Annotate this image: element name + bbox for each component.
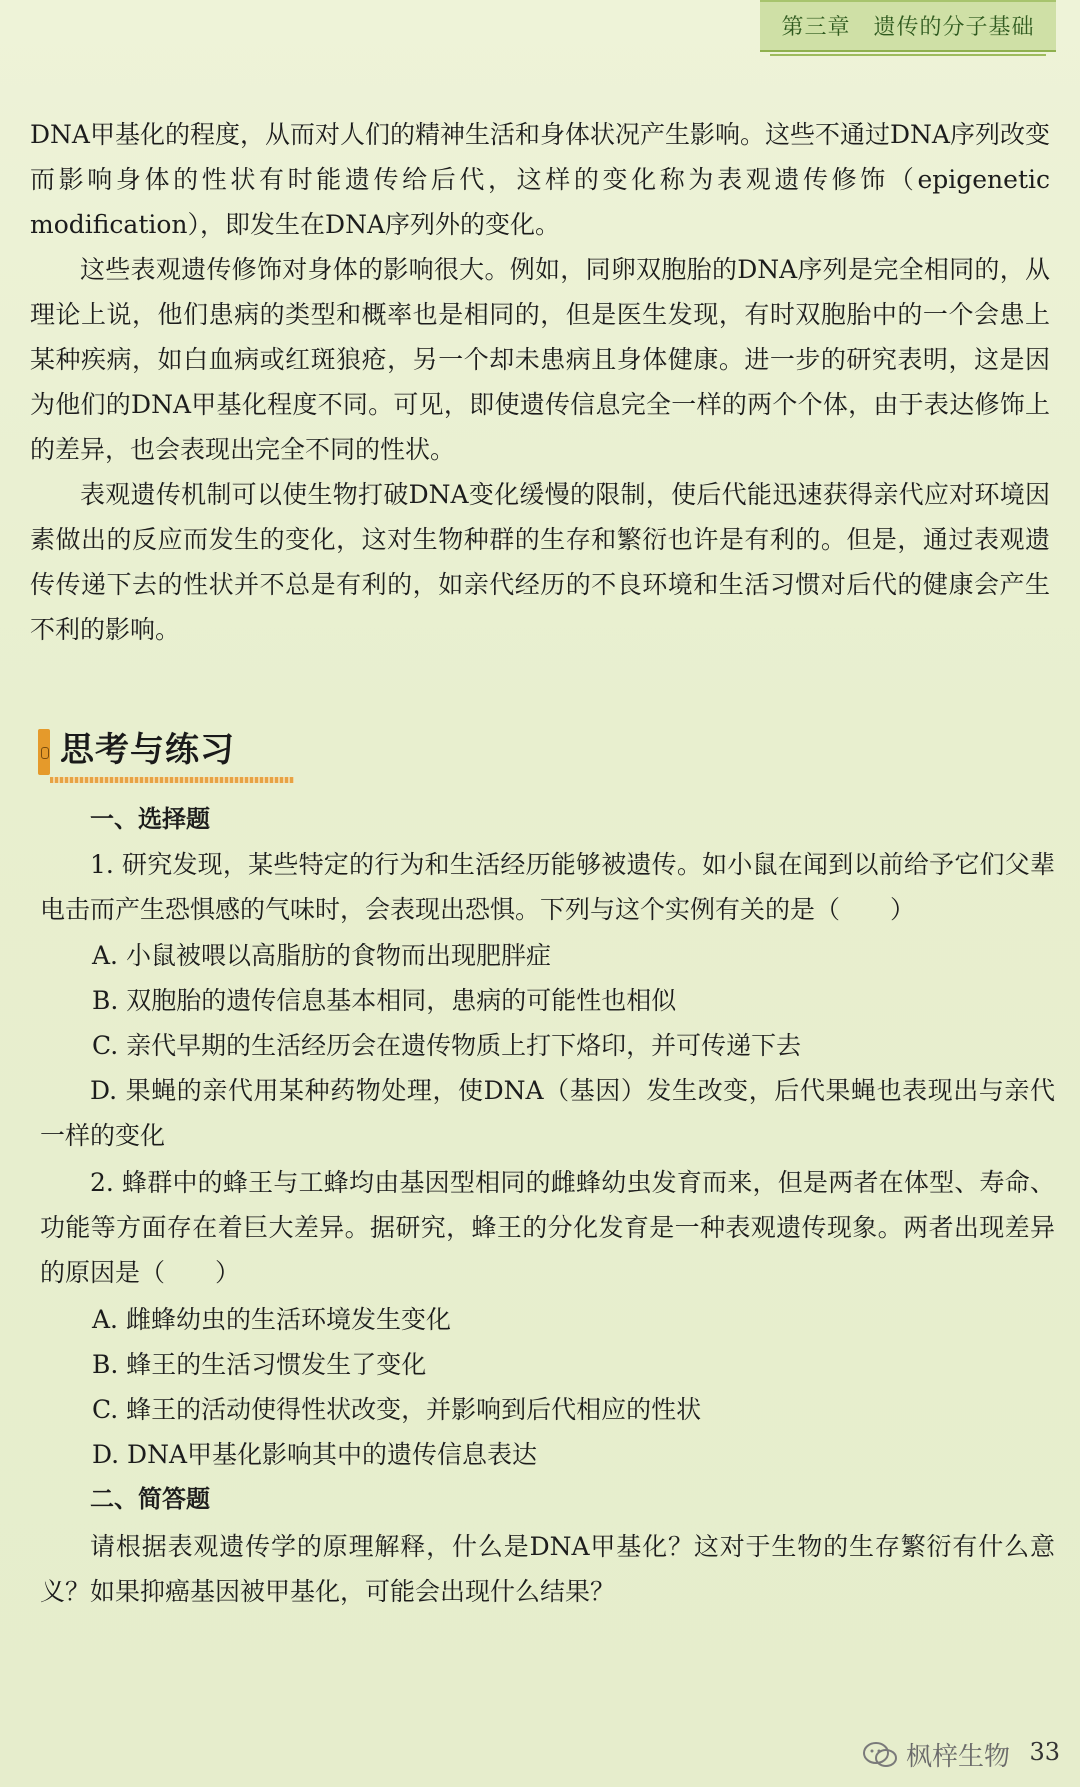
bookmark-icon <box>38 729 50 775</box>
question-2-stem: 2. 蜂群中的蜂王与工蜂均由基因型相同的雌蜂幼虫发育而来，但是两者在体型、寿命、功能等方面存在着巨大差异。据研究，蜂王的分化发育是一种表观遗传现象。两者出现差异的原因是（ ） <box>40 1168 1055 1287</box>
question-1-option-b: B. 双胞胎的遗传信息基本相同，患病的可能性也相似 <box>92 986 677 1015</box>
section-label-short-answer: 二、简答题 <box>90 1485 210 1513</box>
question-1-option-c: C. 亲代早期的生活经历会在遗传物质上打下烙印，并可传递下去 <box>92 1031 802 1060</box>
question-1-stem: 1. 研究发现，某些特定的行为和生活经历能够被遗传。如小鼠在闻到以前给予它们父辈电击而产生恐惧感的气味时，会表现出恐惧。下列与这个实例有关的是（ ） <box>40 850 1055 924</box>
chapter-title: 第三章 遗传的分子基础 <box>781 14 1035 40</box>
question-1-option-d: D. 果蝇的亲代用某种药物处理，使DNA（基因）发生改变，后代果蝇也表现出与亲代一样的变化 <box>40 1076 1055 1150</box>
question-1-option-a: A. 小鼠被喂以高脂肪的食物而出现肥胖症 <box>92 941 551 970</box>
question-2-option-c: C. 蜂王的活动使得性状改变，并影响到后代相应的性状 <box>92 1395 702 1424</box>
exercise-section-header <box>38 725 258 781</box>
watermark-text: 枫梓生物 <box>905 1742 1010 1772</box>
section-underline <box>50 777 294 783</box>
chapter-header-tab <box>760 0 1056 52</box>
question-2-option-a: A. 雌蜂幼虫的生活环境发生变化 <box>92 1305 451 1334</box>
paragraph-2: 这些表观遗传修饰对身体的影响很大。例如，同卵双胞胎的DNA序列是完全相同的，从理论上说，他们患病的类型和概率也是相同的，但是医生发现，有时双胞胎中的一个会患上某种疾病，如白血病或红斑狼疮，另一个却未患病且身体健康。进一步的研究表明，这是因为他们的DNA甲基化程度不同。可见，即使遗传信息完全一样的两个个体，由于表达修饰上的差异，也会表现出完全不同的性状。 <box>30 255 1050 464</box>
page-number: 33 <box>1029 1738 1060 1766</box>
paragraph-3: 表观遗传机制可以使生物打破DNA变化缓慢的限制，使后代能迅速获得亲代应对环境因素做出的反应而发生的变化，这对生物种群的生存和繁衍也许是有利的。但是，通过表观遗传传递下去的性状并不总是有利的，如亲代经历的不良环境和生活习惯对后代的健康会产生不利的影响。 <box>30 480 1050 644</box>
section-label-multiple-choice: 一、选择题 <box>90 805 210 833</box>
question-2-option-b: B. 蜂王的生活习惯发生了变化 <box>92 1350 427 1379</box>
paragraph-1: DNA甲基化的程度，从而对人们的精神生活和身体状况产生影响。这些不通过DNA序列改变而影响身体的性状有时能遗传给后代，这样的变化称为表观遗传修饰（epigenetic modification），即发生在DNA序列外的变化。 <box>30 120 1050 239</box>
wechat-icon <box>862 1741 898 1769</box>
exercise-title: 思考与练习 <box>60 730 235 770</box>
short-answer-question: 请根据表观遗传学的原理解释，什么是DNA甲基化？这对于生物的生存繁衍有什么意义？如果抑癌基因被甲基化，可能会出现什么结果？ <box>40 1532 1055 1606</box>
watermark <box>862 1736 1010 1773</box>
question-2-option-d: D. DNA甲基化影响其中的遗传信息表达 <box>92 1440 538 1469</box>
